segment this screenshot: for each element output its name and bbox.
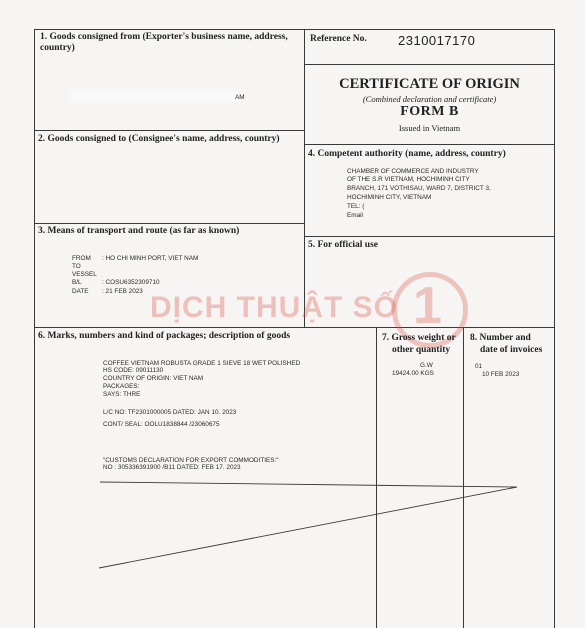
container-seal-line: CONT/ SEAL: OOLU1838844 /23060675 [103,421,220,428]
invoice-date: 10 FEB 2023 [482,371,520,378]
box2-heading: 2. Goods consigned to (Consignee's name, address, country) [38,134,280,144]
certificate-title: CERTIFICATE OF ORIGIN [339,76,520,92]
box5-heading: 5. For official use [308,240,379,250]
authority-line-4: HOCHIMINH CITY, VIETNAM [347,194,432,201]
authority-line-1: CHAMBER OF COMMERCE AND INDUSTRY [347,168,479,175]
reference-label: Reference No. [310,34,367,44]
goods-line-2: HS CODE: 09011130 [103,367,164,374]
goods-line-5: SAYS: THRE [103,391,141,398]
translation-watermark-logo-digit: 1 [413,277,442,335]
reference-number: 2310017170 [398,33,476,48]
transport-from-label: FROM [72,255,91,262]
lc-line: L/C NO: TF2301000005 DATED: JAN 10. 2023 [103,409,237,416]
box6-heading: 6. Marks, numbers and kind of packages; description of goods [38,331,291,341]
authority-line-6: Email [347,212,363,219]
box7-heading-line-1: 7. Gross weight or [382,333,456,343]
transport-vessel-label: VESSEL [72,271,97,278]
goods-line-4: PACKAGES: [103,383,140,390]
translation-watermark-text: DỊCH THUẬT SỐ [150,291,398,324]
transport-bl-value: : COSU6352309710 [102,279,160,286]
transport-from-value: : HO CHI MINH PORT, VIET NAM [102,255,199,262]
transport-date-value: : 21 FEB 2023 [102,288,143,295]
customs-declaration-line-1: "CUSTOMS DECLARATION FOR EXPORT COMMODITIES:" [103,457,279,464]
box3-heading: 3. Means of transport and route (as far as known) [38,226,240,236]
transport-date-label: DATE [72,288,89,295]
redacted-exporter [70,91,240,103]
authority-line-2: OF THE S.R VIETNAM, HOCHIMINH CITY [347,176,470,183]
authority-line-5: TEL: ( [347,203,365,210]
goods-line-3: COUNTRY OF ORIGIN: VIET NAM [103,375,204,382]
exporter-address-fragment: AM [235,94,245,101]
box8-heading-line-1: 8. Number and [470,333,531,343]
transport-bl-label: B/L [72,279,82,286]
form-label: FORM B [400,104,459,119]
box8-heading-line-2: date of invoices [480,345,543,355]
certificate-subtitle: (Combined declaration and certificate) [362,94,497,104]
gross-weight-label: G.W [420,362,433,369]
box4-heading: 4. Competent authority (name, address, country) [308,149,506,159]
goods-line-1: COFFEE VIETNAM ROBUSTA GRADE 1 SIEVE 18 WET POLISHED [103,360,301,367]
customs-declaration-line-2: NO : 305336391900 /B11 DATED: FEB 17. 2023 [103,464,241,471]
box1-heading: 1. Goods consigned from (Exporter's business name, address, country) [40,32,288,53]
transport-to-label: TO [72,263,81,270]
gross-weight-value: 19424.00 KGS [392,370,434,377]
authority-line-3: BRANCH, 171 VOTHISAU, WARD 7, DISTRICT 3, [347,185,491,192]
box7-heading-line-2: other quantity [392,345,451,355]
issued-in: Issued in Vietnam [398,123,461,133]
invoice-number: 01 [475,363,483,370]
